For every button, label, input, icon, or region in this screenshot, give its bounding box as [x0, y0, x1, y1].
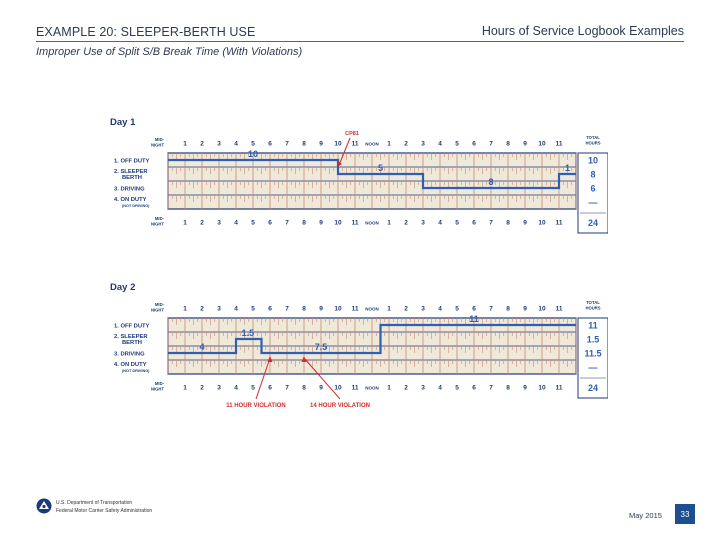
day1-hour-label-top: 3 — [217, 140, 221, 148]
day1-hour-label-top: 8 — [302, 140, 306, 148]
day2-logbook-grid — [108, 295, 608, 425]
day1-row-label-2: 2. SLEEPER — [114, 169, 148, 175]
day1-hour-label-top: 7 — [489, 140, 493, 148]
day1-row-sublabel-2: BERTH — [122, 175, 142, 181]
day1-hour-label-bottom: 2 — [200, 219, 204, 227]
day2-hour-label-bottom: 10 — [538, 384, 546, 392]
day1-row-label-3: 3. DRIVING — [114, 186, 145, 193]
day1-hour-label-bottom: 5 — [455, 219, 459, 227]
day1-hour-label-bottom: 10 — [334, 219, 342, 227]
day2-segment-label: 11 — [469, 314, 479, 324]
day2-segment-label: 7.5 — [314, 342, 328, 352]
footer-date: May 2015 — [629, 511, 662, 520]
day2-hour-label-top: 2 — [404, 305, 408, 313]
day1-hour-label-top: 5 — [251, 140, 255, 148]
day2-hour-label-top: 9 — [319, 305, 323, 313]
day1-hour-label-top: 1 — [183, 140, 187, 148]
day1-hour-label-top: 8 — [506, 140, 510, 148]
day1-hour-label-bottom: 4 — [234, 219, 238, 227]
day2-segment-label: 1.5 — [241, 328, 255, 338]
day1-hour-label-bottom: 1 — [387, 219, 391, 227]
day1-midnight-label-top: MID- — [154, 137, 164, 142]
day1-hour-label-top: 6 — [472, 140, 476, 148]
day2-hour-label-bottom: NOON — [365, 385, 379, 391]
day2-hour-label-top: 6 — [472, 305, 476, 313]
day2-midnight-label-bottom: NIGHT — [150, 386, 164, 392]
day2-total-label: HOURS — [585, 305, 601, 311]
day1-logbook-grid — [108, 130, 608, 242]
day2-row-label-2: 2. SLEEPER — [114, 334, 148, 340]
day1-midnight-label-top: NIGHT — [150, 142, 164, 148]
slide-title: EXAMPLE 20: SLEEPER-BERTH USE — [36, 25, 256, 39]
deck-title: Hours of Service Logbook Examples — [481, 24, 684, 38]
day1-total-value: 6 — [590, 183, 596, 194]
day2-hour-label-bottom: 8 — [506, 384, 510, 392]
day1-row-sublabel-4: (NOT DRIVING) — [122, 204, 150, 208]
day1-hour-label-bottom: 1 — [183, 219, 187, 227]
day1-hour-label-bottom: 7 — [285, 219, 289, 227]
day2-midnight-label-top: NIGHT — [150, 307, 164, 313]
day2-hour-label-top: 11 — [555, 305, 563, 313]
day1-hour-label-top: 5 — [455, 140, 459, 148]
day2-hour-label-bottom: 4 — [438, 384, 442, 392]
day2-hour-label-top: 1 — [387, 305, 391, 313]
day1-segment-label: 8 — [488, 177, 494, 187]
page-number: 33 — [675, 504, 695, 524]
day1-hour-label-top: 4 — [438, 140, 442, 148]
day2-hour-label-top: 6 — [268, 305, 272, 313]
day1-hour-label-bottom: 11 — [351, 219, 359, 227]
day1-midnight-label-bottom: NIGHT — [150, 221, 164, 227]
day2-hour-label-bottom: 1 — [183, 384, 187, 392]
day2-hour-label-top: 4 — [438, 305, 442, 313]
day1-hour-label-top: 11 — [351, 140, 359, 148]
day2-hour-label-top: 5 — [455, 305, 459, 313]
day1-hour-label-bottom: 5 — [251, 219, 255, 227]
day1-hour-label-bottom: 7 — [489, 219, 493, 227]
day2-hour-label-top: 1 — [183, 305, 187, 313]
day1-hour-label-bottom: 9 — [523, 219, 527, 227]
agency-line2: Federal Motor Carrier Safety Administration — [56, 508, 153, 514]
day2-total-value: — — [588, 362, 598, 373]
day2-total-value: 11 — [588, 320, 598, 331]
day2-hour-label-bottom: 6 — [268, 384, 272, 392]
day2-hour-label-bottom: 4 — [234, 384, 238, 392]
day2-hour-label-top: 7 — [489, 305, 493, 313]
day2-hour-label-top: 10 — [538, 305, 546, 313]
day2-hour-label-top: NOON — [365, 306, 379, 312]
day2-row-label-1: 1. OFF DUTY — [114, 323, 150, 330]
day2-hour-label-top: 4 — [234, 305, 238, 313]
day1-hour-label-top: 6 — [268, 140, 272, 148]
day2-hour-label-bottom: 3 — [421, 384, 425, 392]
day2-row-label-4: 4. ON DUTY — [114, 362, 147, 368]
slide-subtitle: Improper Use of Split S/B Break Time (With Violations) — [36, 46, 303, 58]
day2-hour-label-bottom: 9 — [319, 384, 323, 392]
day1-hour-label-top: 4 — [234, 140, 238, 148]
day2-hour-label-top: 7 — [285, 305, 289, 313]
day1-hour-label-top: 11 — [555, 140, 563, 148]
day2-row-label-3: 3. DRIVING — [114, 351, 145, 358]
day1-total-label: TOTAL — [586, 135, 600, 140]
day2-hour-label-top: 9 — [523, 305, 527, 313]
day1-total-label: HOURS — [585, 140, 601, 146]
day1-hour-label-top: 1 — [387, 140, 391, 148]
day1-hour-label-top: 10 — [334, 140, 342, 148]
day1-hour-label-bottom: 8 — [302, 219, 306, 227]
day2-hour-label-bottom: 1 — [387, 384, 391, 392]
day2-hour-label-top: 5 — [251, 305, 255, 313]
day1-hour-label-top: NOON — [365, 141, 379, 147]
day2-hour-label-bottom: 11 — [555, 384, 563, 392]
day1-hour-label-bottom: 2 — [404, 219, 408, 227]
day1-hour-label-top: 2 — [200, 140, 204, 148]
day2-hour-label-top: 11 — [351, 305, 359, 313]
dot-logo-icon — [36, 498, 52, 514]
day1-segment-label: 10 — [247, 149, 259, 159]
day1-hour-label-top: 7 — [285, 140, 289, 148]
day1-midnight-label-bottom: MID- — [154, 216, 164, 221]
day1-row-label-4: 4. ON DUTY — [114, 197, 147, 203]
agency-line1: U.S. Department of Transportation — [56, 500, 133, 506]
day2-hour-label-bottom: 8 — [302, 384, 306, 392]
day1-hour-label-bottom: 10 — [538, 219, 546, 227]
day2-hour-label-top: 3 — [421, 305, 425, 313]
day1-hour-label-bottom: 11 — [555, 219, 563, 227]
day2-hour-label-top: 10 — [334, 305, 342, 313]
header-divider — [36, 41, 684, 42]
day1-hour-label-top: 10 — [538, 140, 546, 148]
day2-segment-label: 4 — [199, 342, 205, 352]
day2-row-sublabel-2: BERTH — [122, 340, 142, 346]
day1-hour-label-bottom: 9 — [319, 219, 323, 227]
day2-hour-label-bottom: 11 — [351, 384, 359, 392]
day1-hour-label-bottom: 8 — [506, 219, 510, 227]
day2-label: Day 2 — [110, 282, 136, 293]
day2-hour-label-bottom: 3 — [217, 384, 221, 392]
day1-total-value: 8 — [590, 169, 596, 180]
day2-total-label: TOTAL — [586, 300, 600, 305]
day2-midnight-label-top: MID- — [154, 302, 164, 307]
day1-hour-label-top: 9 — [523, 140, 527, 148]
day2-violation-label: 11 HOUR VIOLATION — [226, 403, 286, 409]
day1-label: Day 1 — [110, 117, 136, 128]
day1-hour-label-bottom: 3 — [217, 219, 221, 227]
day2-hour-label-bottom: 5 — [251, 384, 255, 392]
day2-hour-label-bottom: 10 — [334, 384, 342, 392]
day1-hour-label-top: 9 — [319, 140, 323, 148]
day1-hour-label-bottom: 3 — [421, 219, 425, 227]
day2-row-sublabel-4: (NOT DRIVING) — [122, 369, 150, 373]
day1-hour-label-bottom: NOON — [365, 220, 379, 226]
day2-total-value: 11.5 — [584, 348, 602, 359]
day1-hour-label-bottom: 6 — [472, 219, 476, 227]
day1-segment-label: 1 — [564, 163, 571, 173]
day1-hour-label-top: 3 — [421, 140, 425, 148]
day2-hour-label-top: 8 — [506, 305, 510, 313]
day1-hour-label-bottom: 6 — [268, 219, 272, 227]
day2-hour-label-top: 8 — [302, 305, 306, 313]
day1-segment-label: 5 — [377, 163, 384, 173]
day2-hour-label-bottom: 7 — [285, 384, 289, 392]
day1-row-label-1: 1. OFF DUTY — [114, 158, 150, 165]
day1-annotation-label: CP81 — [345, 131, 359, 137]
day2-hour-label-bottom: 2 — [200, 384, 204, 392]
day2-hour-label-bottom: 2 — [404, 384, 408, 392]
day1-total-value: 10 — [587, 155, 599, 166]
day2-hour-label-top: 3 — [217, 305, 221, 313]
day2-midnight-label-bottom: MID- — [154, 381, 164, 386]
day1-total-value: — — [588, 197, 598, 208]
day1-grand-total: 24 — [587, 218, 599, 228]
day2-hour-label-bottom: 5 — [455, 384, 459, 392]
day2-hour-label-bottom: 7 — [489, 384, 493, 392]
day2-violation-label: 14 HOUR VIOLATION — [310, 403, 370, 409]
day1-hour-label-bottom: 4 — [438, 219, 442, 227]
day2-hour-label-top: 2 — [200, 305, 204, 313]
day1-hour-label-top: 2 — [404, 140, 408, 148]
day2-hour-label-bottom: 9 — [523, 384, 527, 392]
day2-total-value: 1.5 — [586, 334, 600, 345]
day2-hour-label-bottom: 6 — [472, 384, 476, 392]
day2-grand-total: 24 — [587, 383, 599, 393]
